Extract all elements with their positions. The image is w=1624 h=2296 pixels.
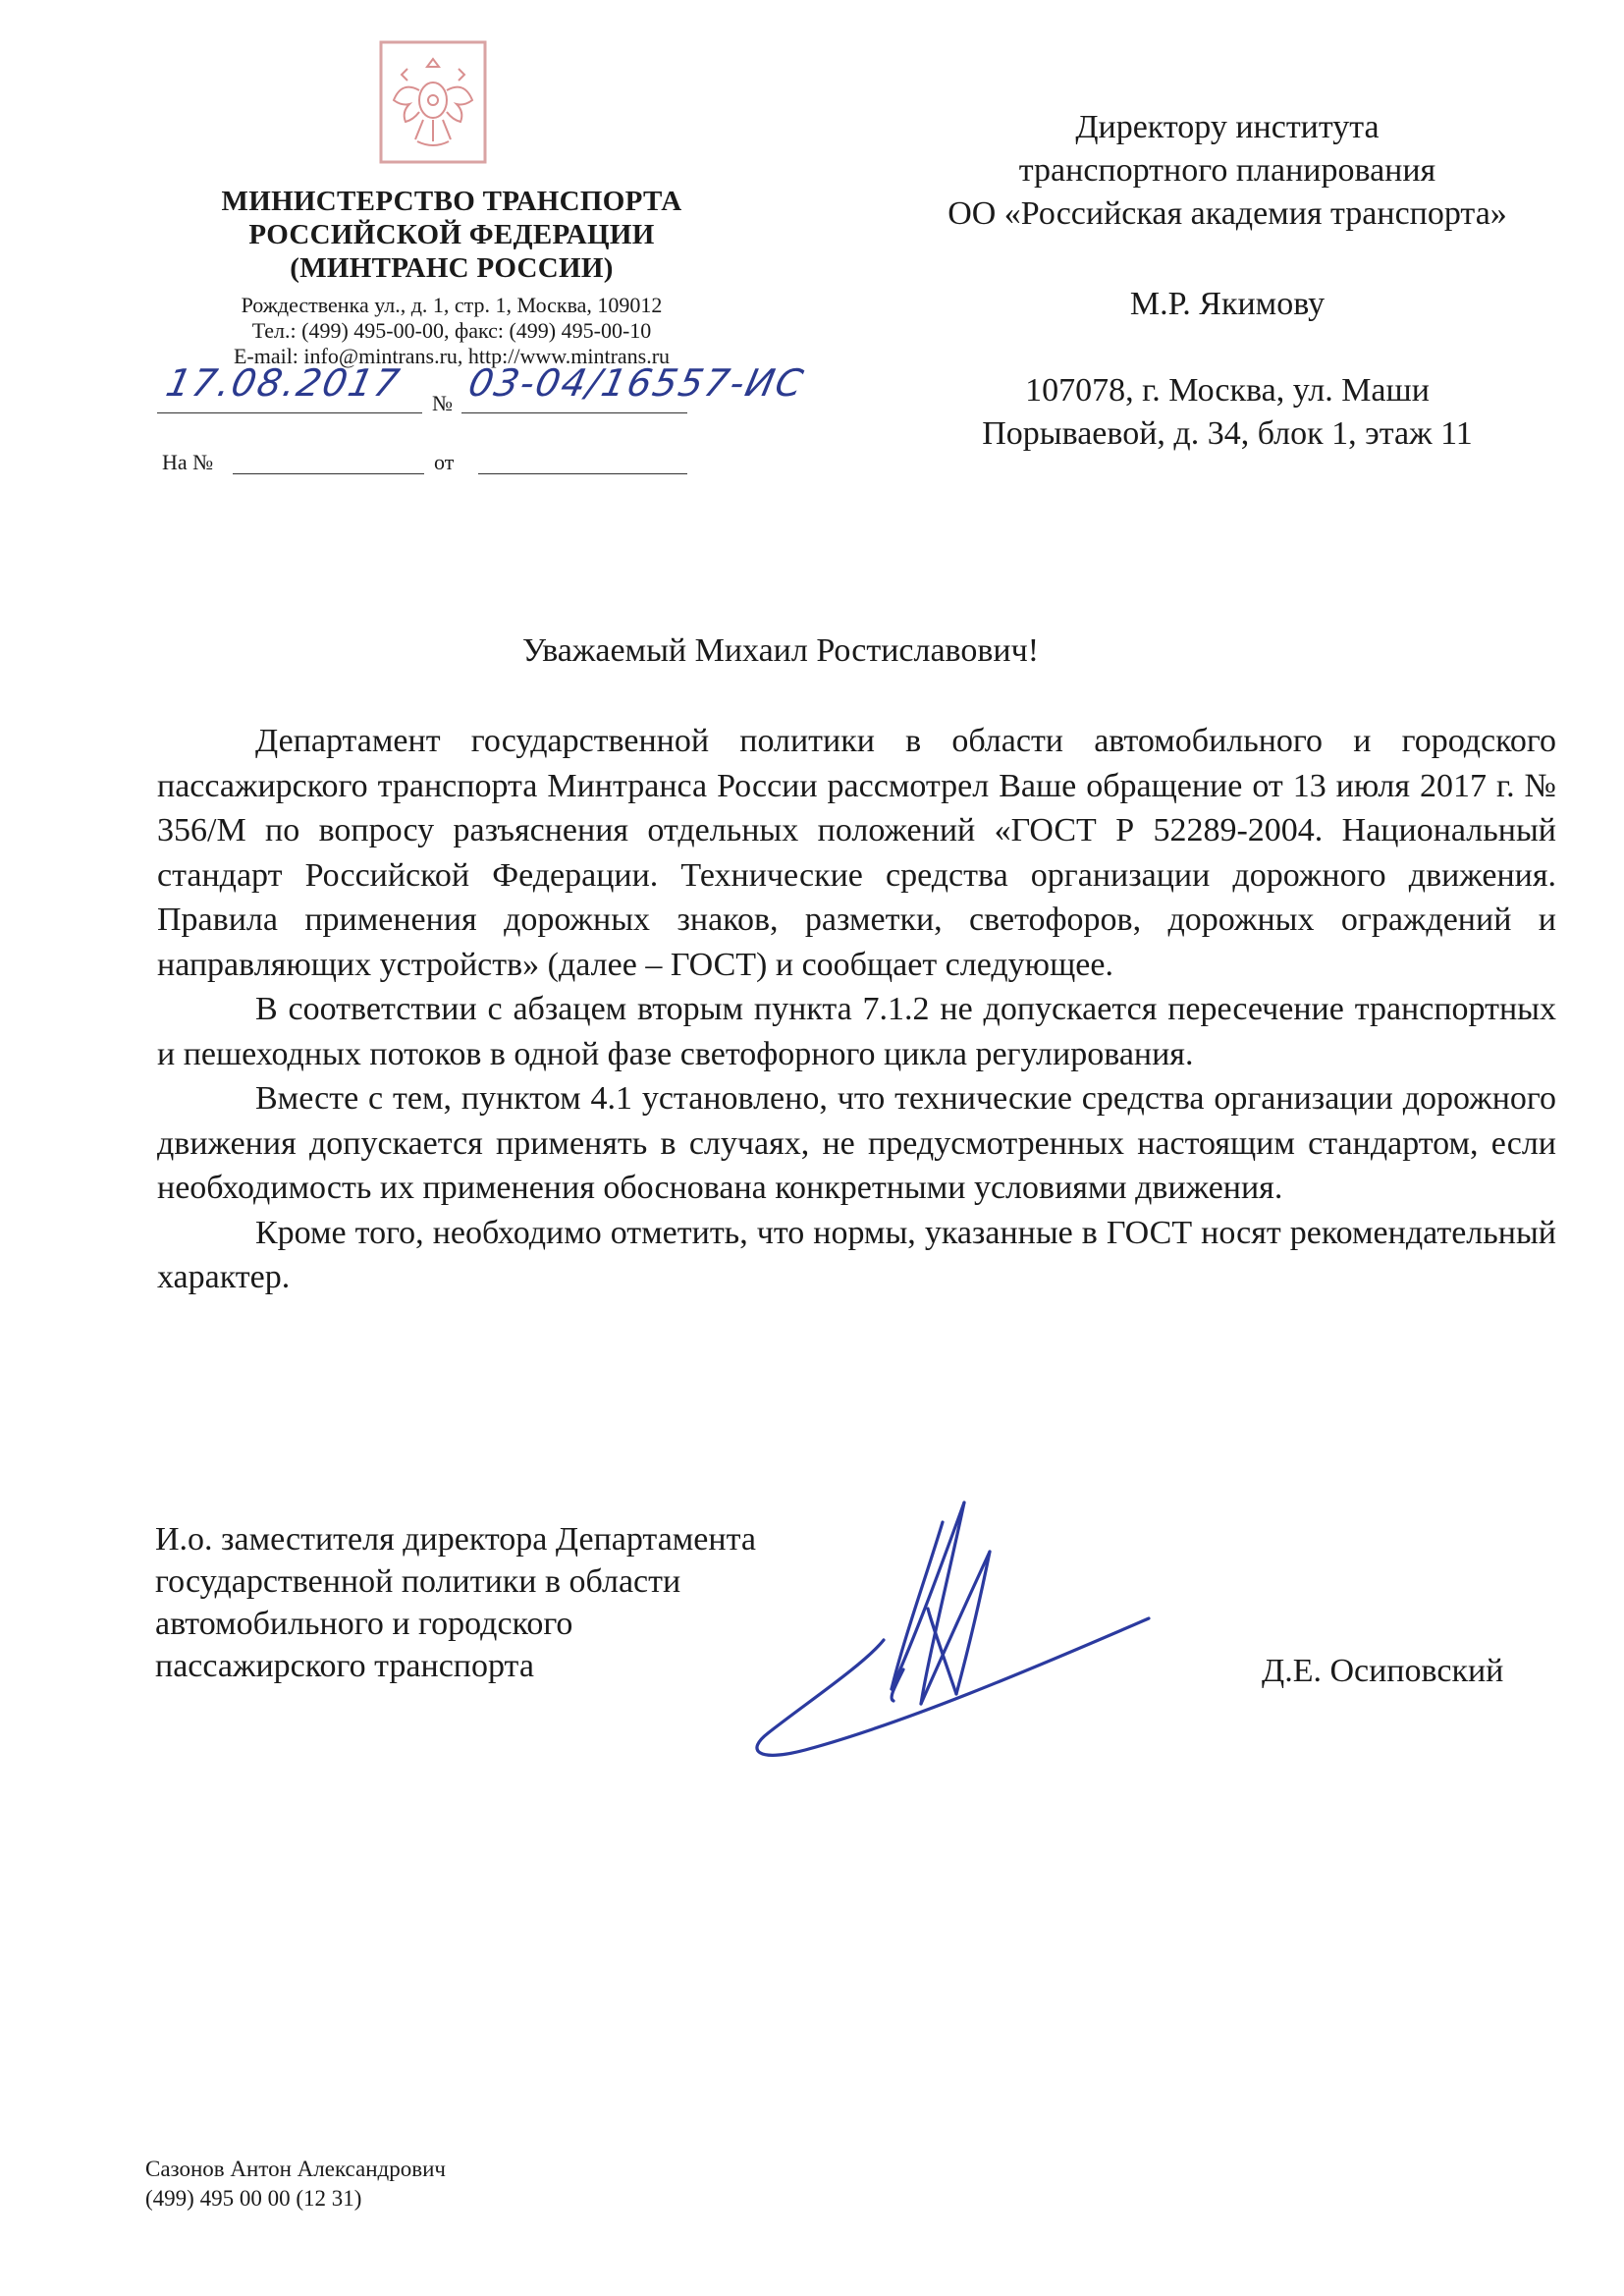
recipient-address-line-1: 107078, г. Москва, ул. Маши bbox=[1025, 372, 1430, 409]
recipient-address-line-2: Порываевой, д. 34, блок 1, этаж 11 bbox=[982, 415, 1473, 452]
greeting: Уважаемый Михаил Ростиславович! bbox=[521, 632, 1040, 669]
recipient-line-2: транспортного планирования bbox=[1018, 152, 1436, 189]
body-paragraph: Кроме того, необходимо отметить, что нормы, указанные в ГОСТ носят рекомендательный характер. bbox=[157, 1214, 1556, 1295]
executor-phone: (499) 495 00 00 (12 31) bbox=[145, 2186, 362, 2211]
date-underline bbox=[157, 412, 422, 413]
letter-body bbox=[157, 719, 1556, 1300]
handwritten-signature-icon bbox=[746, 1493, 1159, 1787]
signatory-title-line-4: пассажирского транспорта bbox=[155, 1648, 534, 1684]
signatory-title-line-3: автомобильного и городского bbox=[155, 1606, 573, 1642]
ministry-name-line-2: РОССИЙСКОЙ ФЕДЕРАЦИИ bbox=[248, 219, 655, 250]
coat-of-arms-icon bbox=[378, 39, 488, 165]
reply-date-field bbox=[478, 473, 687, 474]
sender-address: Рождественка ул., д. 1, стр. 1, Москва, 109012 bbox=[241, 293, 663, 317]
recipient-line-3: ОО «Российская академия транспорта» bbox=[947, 195, 1507, 232]
body-paragraph: Вместе с тем, пунктом 4.1 установлено, что технические средства организации дорожного движения допускается применять в случаях, не предусмотренных настоящим стандартом, если необходимость их применения обоснована конкретными условиями движения. bbox=[157, 1080, 1556, 1206]
signatory-name: Д.Е. Осиповский bbox=[1262, 1653, 1504, 1689]
recipient-name: М.Р. Якимову bbox=[1129, 286, 1326, 322]
registration-number-label: № bbox=[432, 391, 453, 415]
reply-number-field bbox=[233, 473, 424, 474]
recipient-line-1: Директору института bbox=[1075, 109, 1380, 145]
number-underline bbox=[461, 412, 687, 413]
sender-email: E-mail: info@mintrans.ru, http://www.mintrans.ru bbox=[233, 344, 671, 368]
ministry-name-line-3: (МИНТРАНС РОССИИ) bbox=[290, 252, 614, 284]
ministry-name-line-1: МИНИСТЕРСТВО ТРАНСПОРТА bbox=[221, 186, 682, 217]
body-paragraph: В соответствии с абзацем вторым пункта 7.1.2 не допускается пересечение транспортных и пешеходных потоков в одной фазе светофорного цикла регулирования. bbox=[157, 991, 1556, 1072]
reply-from-label: от bbox=[434, 450, 455, 474]
registration-date: 17.08.2017 bbox=[162, 361, 406, 405]
sender-phone: Тел.: (499) 495-00-00, факс: (499) 495-00-10 bbox=[251, 318, 652, 343]
signatory-title-line-2: государственной политики в области bbox=[155, 1563, 681, 1600]
reply-number-label: На № bbox=[162, 450, 214, 474]
registration-number: 03-04/16557-ИС bbox=[464, 361, 809, 405]
signatory-title-line-1: И.о. заместителя директора Департамента bbox=[155, 1521, 756, 1558]
body-paragraph: Департамент государственной политики в области автомобильного и городского пассажирского транспорта Минтранса России рассмотрел Ваше обращение от 13 июля 2017 г. № 356/М по вопросу разъяснения отдельных положений «ГОСТ Р 52289-2004. Национальный стандарт Российской Федерации. Технические средства организации дорожного движения. Правила применения дорожных знаков, разметки, светофоров, дорожных ограждений и направляющих устройств» (далее – ГОСТ) и сообщает следующее. bbox=[157, 723, 1556, 983]
executor-name: Сазонов Антон Александрович bbox=[145, 2157, 446, 2181]
